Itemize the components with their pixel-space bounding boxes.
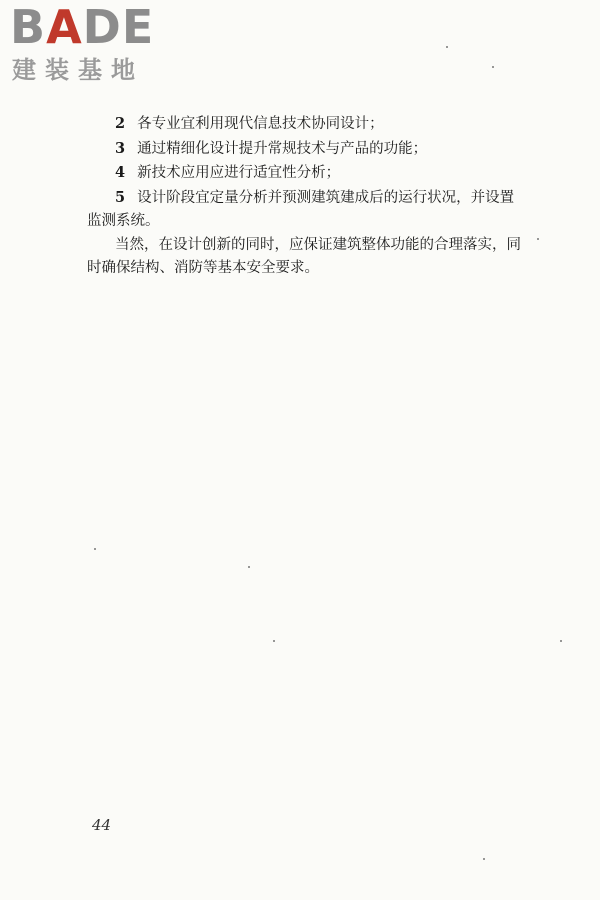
item-text: 通过精细化设计提升常规技术与产品的功能； (137, 140, 428, 157)
item-number: 5 (115, 188, 126, 206)
closing-paragraph: 当然，在设计创新的同时，应保证建筑整体功能的合理落实，同时确保结构、消防等基本安全要求。 (87, 236, 521, 276)
scan-speck (248, 566, 250, 568)
item-text: 新技术应用应进行适宜性分析； (137, 165, 341, 181)
scan-speck (560, 640, 562, 642)
item-number: 4 (115, 164, 126, 181)
logo-letter-d: D (82, 0, 122, 54)
item-number: 3 (115, 139, 126, 157)
list-item (87, 137, 527, 162)
scan-speck (446, 46, 448, 48)
scan-speck (94, 548, 96, 550)
bade-logo (10, 0, 180, 86)
scan-speck (492, 66, 494, 68)
logo-letter-b: B (10, 0, 47, 54)
list-item (87, 112, 527, 137)
scan-speck (273, 640, 275, 642)
scan-speck (483, 858, 485, 860)
logo-wordmark (10, 0, 155, 54)
page-number: 44 (92, 816, 112, 834)
list-item (87, 186, 527, 234)
logo-subtitle: 建装基地 (12, 56, 144, 84)
scan-speck (537, 238, 539, 240)
item-text: 设计阶段宜定量分析并预测建筑建成后的运行状况，并设置监测系统。 (87, 189, 515, 229)
logo-letter-e: E (121, 0, 155, 54)
item-number: 2 (115, 115, 126, 132)
item-text: 各专业宜利用现代信息技术协同设计； (137, 116, 384, 132)
list-item (87, 161, 527, 186)
logo-letter-a: A (46, 0, 83, 54)
document-body (87, 112, 527, 281)
